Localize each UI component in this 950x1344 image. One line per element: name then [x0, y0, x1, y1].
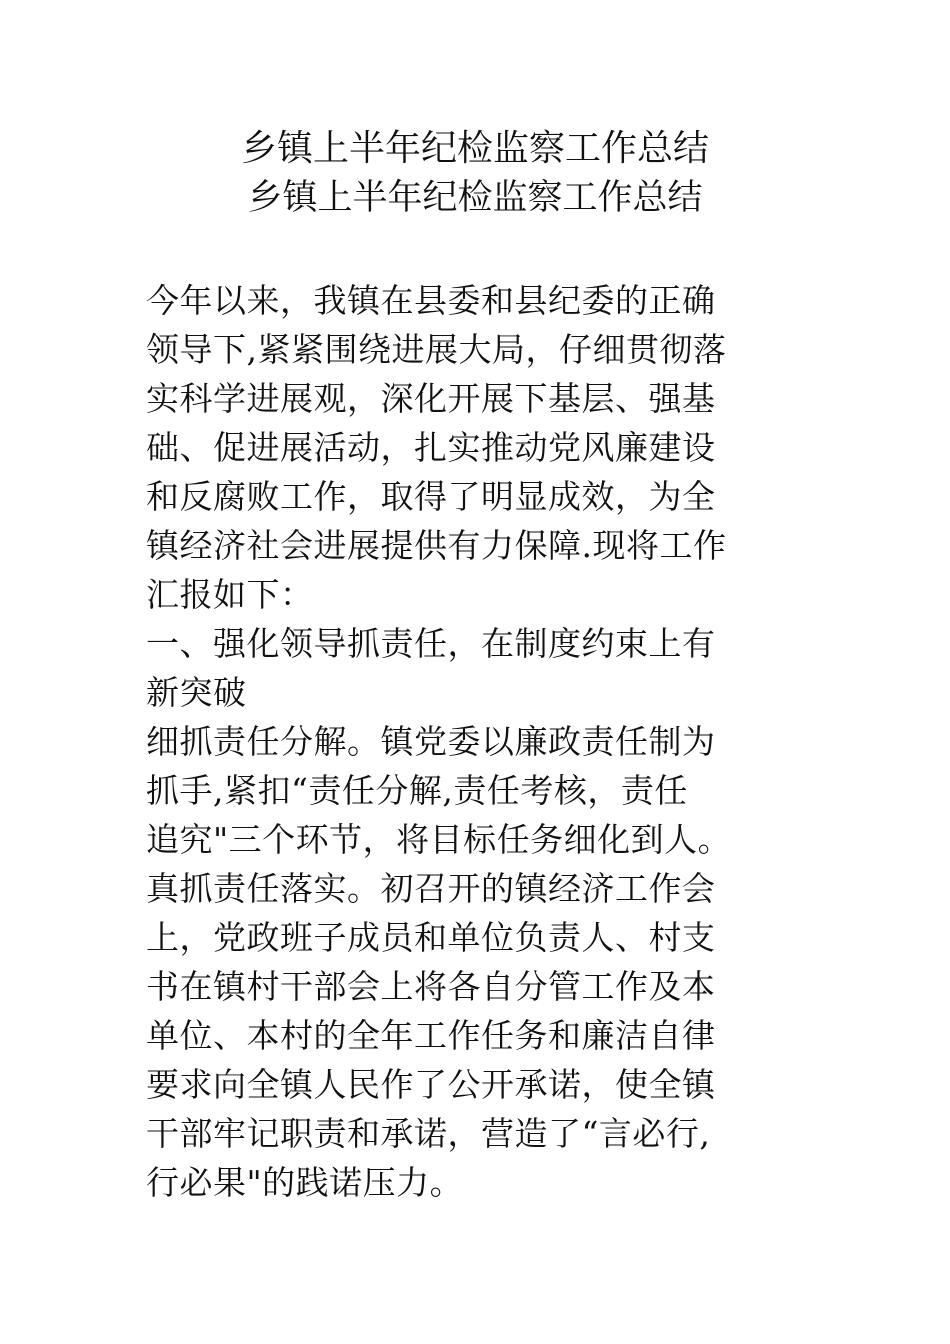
body-line: 抓手,紧扣“责任分解,责任考核，责任: [146, 771, 688, 810]
body-line: 追究"三个环节，将目标任务细化到人。: [146, 820, 732, 859]
body-line: 书在镇村干部会上将各自分管工作及本: [146, 967, 716, 1006]
body-line: 础、促进展活动，扎实推动党风廉建设: [146, 428, 716, 467]
body-line: 行必果"的践诺压力。: [146, 1163, 464, 1202]
body-line: 要求向全镇人民作了公开承诺，使全镇: [146, 1065, 716, 1104]
body-line: 汇报如下：: [146, 575, 314, 614]
section-heading-line: 一、强化领导抓责任，在制度约束上有: [146, 624, 716, 663]
body-line: 实科学进展观，深化开展下基层、强基: [146, 379, 716, 418]
body-line: 干部牢记职责和承诺，营造了“言必行,: [146, 1114, 711, 1153]
body-line: 单位、本村的全年工作任务和廉洁自律: [146, 1016, 716, 1055]
body-line: 今年以来，我镇在县委和县纪委的正确: [146, 281, 716, 320]
body-line: 领导下,紧紧围绕进展大局，仔细贯彻落: [146, 330, 727, 369]
body-line: 镇经济社会进展提供有力保障.现将工作: [146, 526, 727, 565]
body-line: 和反腐败工作，取得了明显成效，为全: [146, 477, 716, 516]
section-heading-line: 新突破: [146, 673, 247, 712]
body-line: 细抓责任分解。镇党委以廉政责任制为: [146, 722, 716, 761]
document-title: 乡镇上半年纪检监察工作总结: [240, 128, 709, 169]
document-subtitle: 乡镇上半年纪检监察工作总结: [247, 178, 703, 218]
document-body: [146, 276, 806, 1207]
body-line: 上，党政班子成员和单位负责人、村支: [146, 918, 716, 957]
body-line: 真抓责任落实。初召开的镇经济工作会: [146, 869, 716, 908]
